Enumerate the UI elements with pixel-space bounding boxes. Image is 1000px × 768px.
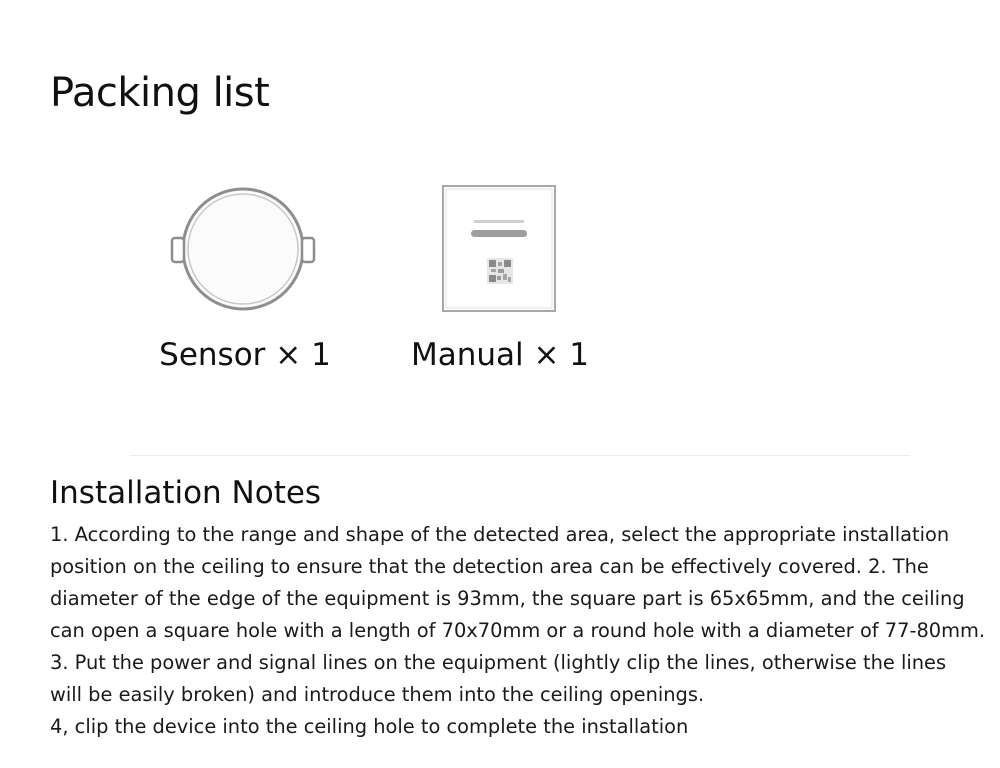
installation-notes-title: Installation Notes	[50, 475, 322, 511]
installation-note-line: diameter of the edge of the equipment is 93mm, the square part is 65x65mm, and the ceiling	[50, 587, 965, 610]
sensor-caption: Sensor × 1	[159, 337, 331, 373]
section-divider	[130, 455, 910, 456]
installation-note-line: can open a square hole with a length of 70x70mm or a round hole with a diameter of 77-80mm.	[50, 619, 986, 642]
installation-note-line: 3. Put the power and signal lines on the equipment (lightly clip the lines, otherwise the lines	[50, 651, 947, 674]
round-sensor-icon	[115, 180, 375, 320]
manual-caption: Manual × 1	[410, 337, 590, 373]
installation-note-line: position on the ceiling to ensure that the detection area can be effectively covered. 2. The	[50, 555, 929, 578]
installation-notes-body	[50, 519, 986, 743]
sensor-item	[115, 180, 375, 390]
installation-note-line: 1. According to the range and shape of the detected area, select the appropriate installation	[50, 523, 950, 546]
installation-note-line: will be easily broken) and introduce them into the ceiling openings.	[50, 683, 705, 706]
installation-note-line: 4, clip the device into the ceiling hole to complete the installation	[50, 715, 689, 738]
packing-list-title: Packing list	[50, 70, 270, 116]
manual-booklet-icon	[370, 180, 630, 320]
manual-item	[370, 180, 630, 390]
